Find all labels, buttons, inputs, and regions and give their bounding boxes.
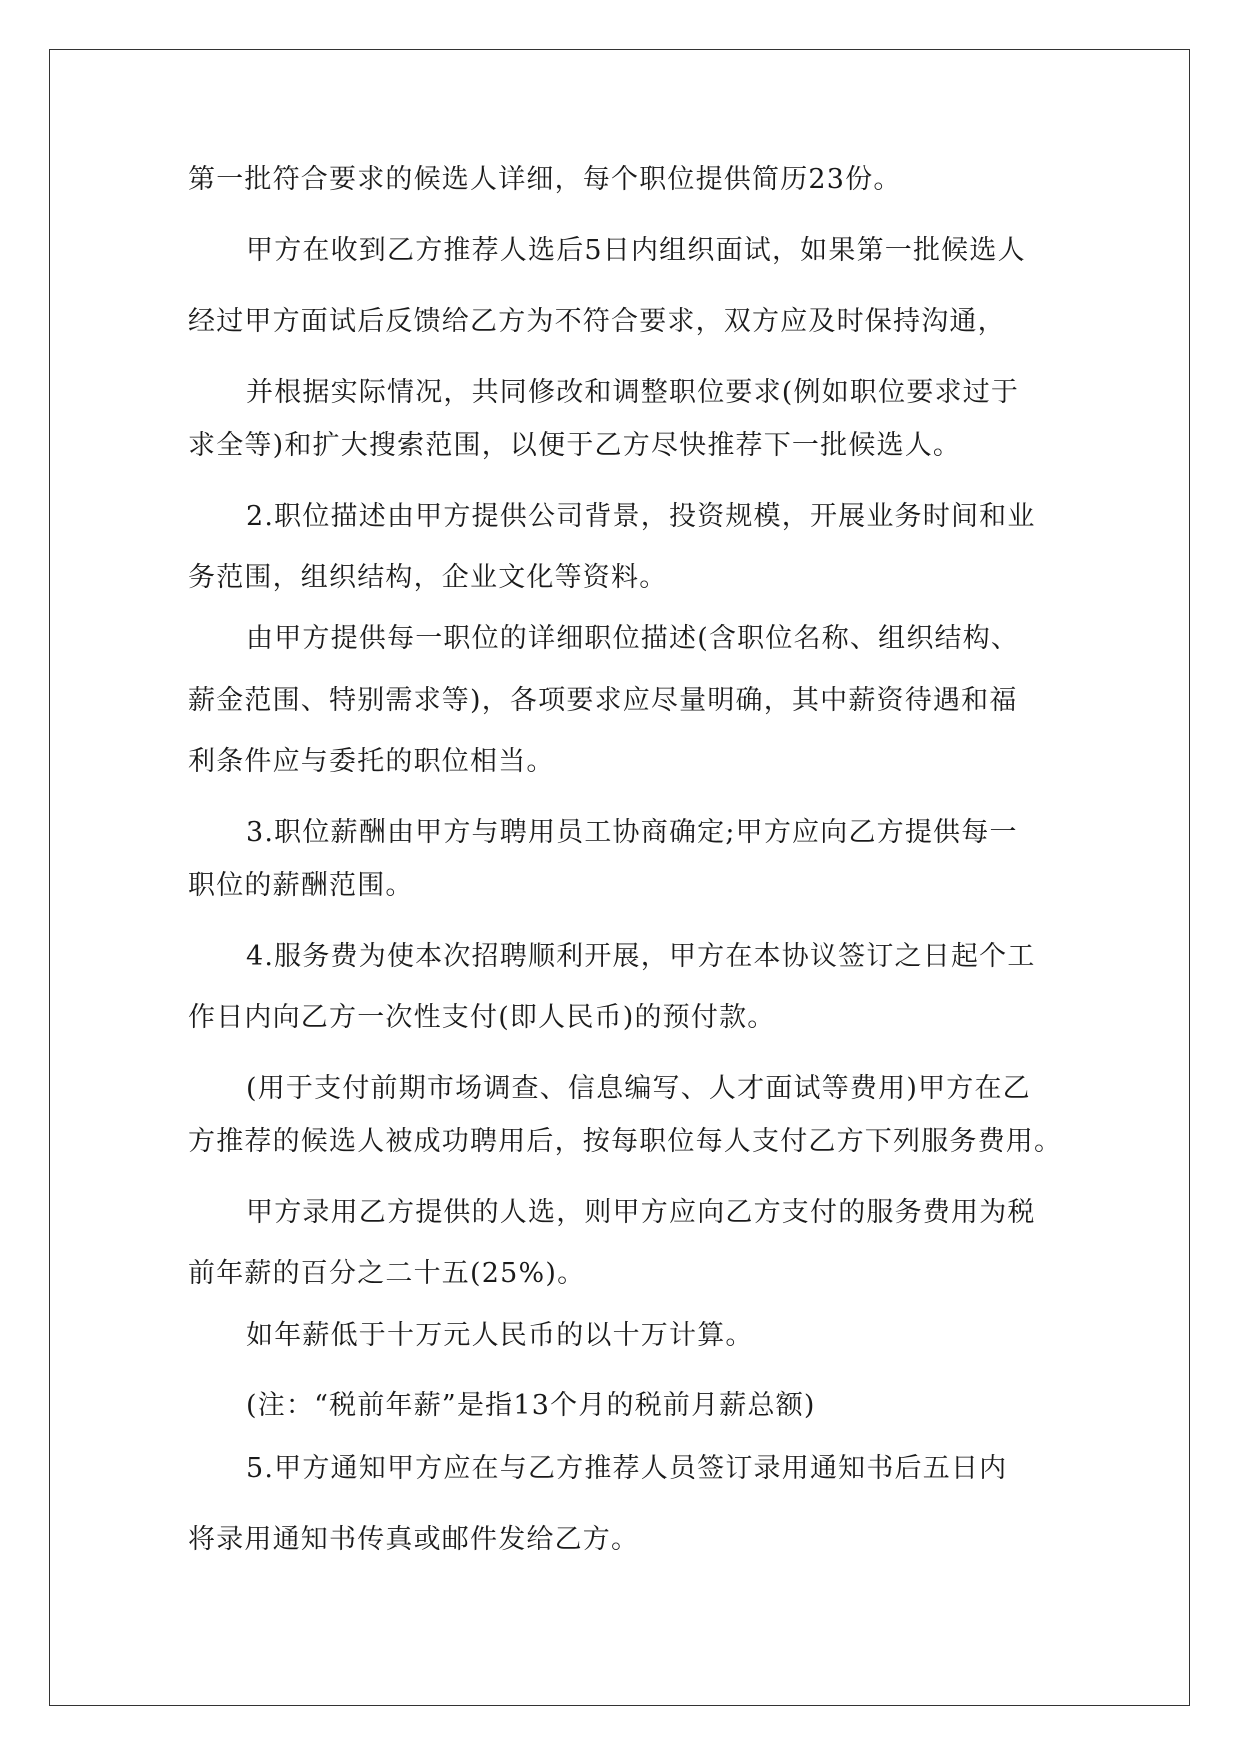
paragraph-line: 作日内向乙方一次性支付(即人民币)的预付款。 (188, 1002, 776, 1033)
paragraph-line: 务范围，组织结构，企业文化等资料。 (188, 562, 668, 593)
paragraph-line: 求全等)和扩大搜索范围，以便于乙方尽快推荐下一批候选人。 (188, 430, 962, 461)
paragraph-line: 甲方在收到乙方推荐人选后5日内组织面试，如果第一批候选人 (246, 235, 1026, 266)
paragraph-line: 第一批符合要求的候选人详细，每个职位提供简历23份。 (188, 164, 902, 195)
paragraph-line: 甲方录用乙方提供的人选，则甲方应向乙方支付的服务费用为税 (246, 1197, 1036, 1228)
paragraph-line: 前年薪的百分之二十五(25%)。 (188, 1258, 586, 1289)
paragraph-line: (注：“税前年薪”是指13个月的税前月薪总额) (246, 1390, 816, 1421)
paragraph-line: 方推荐的候选人被成功聘用后，按每职位每人支付乙方下列服务费用。 (188, 1126, 1063, 1157)
paragraph-line: 3.职位薪酬由甲方与聘用员工协商确定;甲方应向乙方提供每一 (246, 817, 1018, 848)
paragraph-line: 将录用通知书传真或邮件发给乙方。 (188, 1524, 640, 1555)
paragraph-line: 如年薪低于十万元人民币的以十万计算。 (246, 1320, 754, 1351)
paragraph-line: 4.服务费为使本次招聘顺利开展，甲方在本协议签订之日起个工 (246, 941, 1036, 972)
paragraph-line: (用于支付前期市场调查、信息编写、人才面试等费用)甲方在乙 (246, 1073, 1031, 1104)
paragraph-line: 薪金范围、特别需求等)，各项要求应尽量明确，其中薪资待遇和福 (188, 685, 1018, 716)
paragraph-line: 2.职位描述由甲方提供公司背景，投资规模，开展业务时间和业 (246, 501, 1036, 532)
paragraph-line: 经过甲方面试后反馈给乙方为不符合要求，双方应及时保持沟通， (188, 306, 1006, 337)
paragraph-line: 并根据实际情况，共同修改和调整职位要求(例如职位要求过于 (246, 377, 1020, 408)
paragraph-line: 由甲方提供每一职位的详细职位描述(含职位名称、组织结构、 (246, 623, 1020, 654)
paragraph-line: 职位的薪酬范围。 (188, 870, 414, 901)
paragraph-line: 利条件应与委托的职位相当。 (188, 746, 555, 777)
paragraph-line: 5.甲方通知甲方应在与乙方推荐人员签订录用通知书后五日内 (246, 1453, 1008, 1484)
